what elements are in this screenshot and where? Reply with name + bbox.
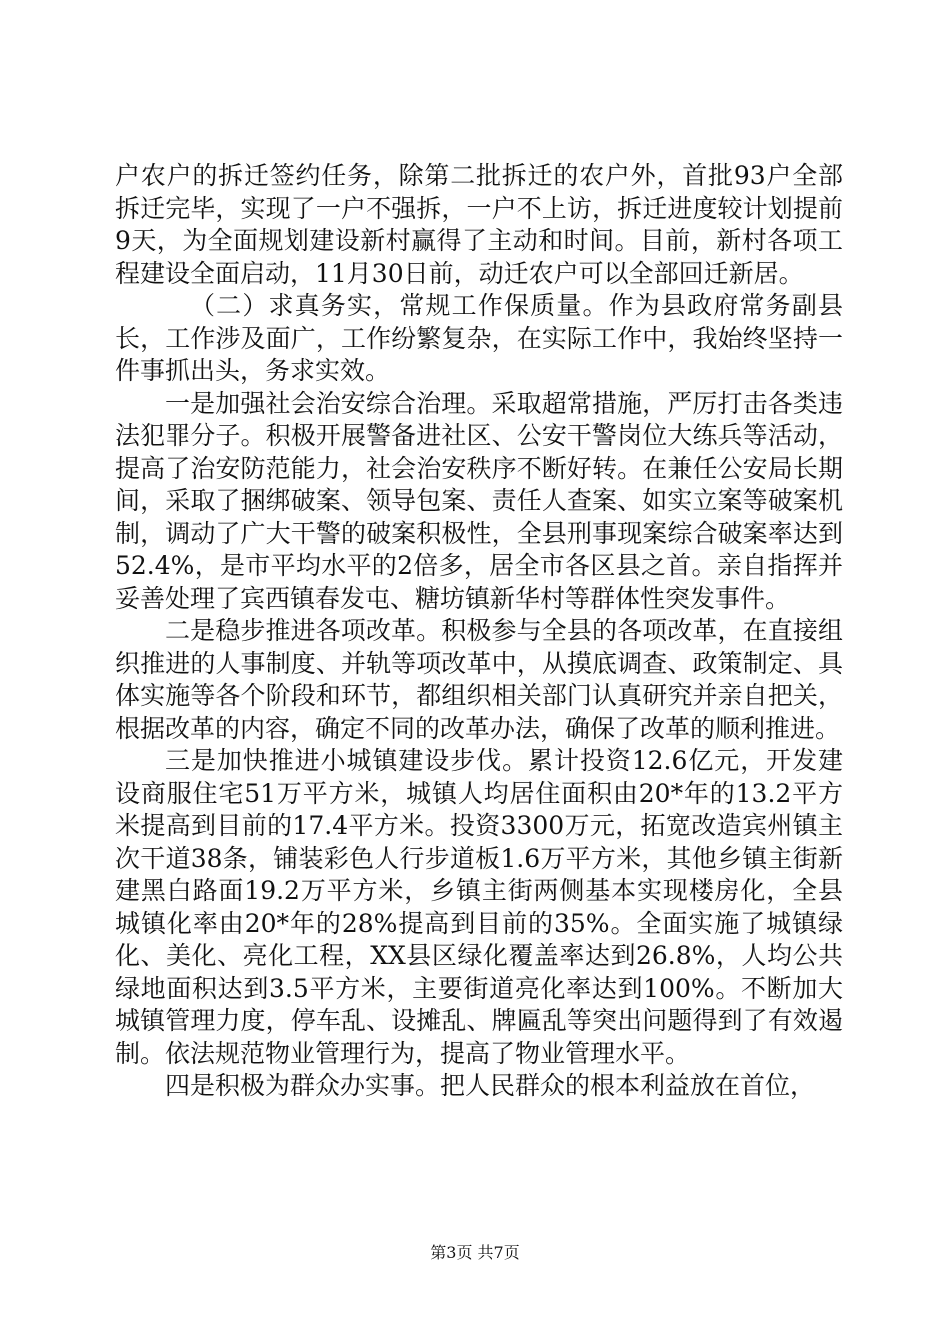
- paragraph-section-two: （二）求真务实，常规工作保质量。作为县政府常务副县长，工作涉及面广，工作纷繁复杂，在实际工作中，我始终坚持一件事抓出头，务求实效。: [115, 291, 843, 385]
- document-body: [115, 160, 843, 1103]
- paragraph-reform: 二是稳步推进各项改革。积极参与全县的各项改革，在直接组织推进的人事制度、并轨等项改革中，从摸底调查、政策制定、具体实施等各个阶段和环节，都组织相关部门认真研究并亲自把关，根据改革的内容，确定不同的改革办法，确保了改革的顺利推进。: [115, 616, 843, 743]
- paragraph-public-security: 一是加强社会治安综合治理。采取超常措施，严厉打击各类违法犯罪分子。积极开展警备进社区、公安干警岗位大练兵等活动，提高了治安防范能力，社会治安秩序不断好转。在兼任公安局长期间，采取了捆绑破案、领导包案、责任人查案、如实立案等破案机制，调动了广大干警的破案积极性，全县刑事现案综合破案率达到52.4%，是市平均水平的2倍多，居全市各区县之首。亲自指挥并妥善处理了宾西镇春发屯、糖坊镇新华村等群体性突发事件。: [115, 388, 843, 613]
- page-footer: 第3页 共7页: [430, 1243, 520, 1262]
- paragraph-continuation: 户农户的拆迁签约任务，除第二批拆迁的农户外，首批93户全部拆迁完毕，实现了一户不强拆，一户不上访，拆迁进度较计划提前9天，为全面规划建设新村赢得了主动和时间。目前，新村各项工程建设全面启动，11月30日前，动迁农户可以全部回迁新居。: [115, 161, 843, 288]
- paragraph-town-construction: 三是加快推进小城镇建设步伐。累计投资12.6亿元，开发建设商服住宅51万平方米，城镇人均居住面积由20*年的13.2平方米提高到目前的17.4平方米。投资3300万元，拓宽改造宾州镇主次干道38条，铺装彩色人行步道板1.6万平方米，其他乡镇主街新建黑白路面19.2万平方米，乡镇主街两侧基本实现楼房化，全县城镇化率由20*年的28%提高到目前的35%。全面实施了城镇绿化、美化、亮化工程，XX县区绿化覆盖率达到26.8%，人均公共绿地面积达到3.5平方米，主要街道亮化率达到100%。不断加大城镇管理力度，停车乱、设摊乱、牌匾乱等突出问题得到了有效遏制。依法规范物业管理行为，提高了物业管理水平。: [115, 746, 843, 1068]
- paragraph-public-service: 四是积极为群众办实事。把人民群众的根本利益放在首位，: [165, 1071, 816, 1100]
